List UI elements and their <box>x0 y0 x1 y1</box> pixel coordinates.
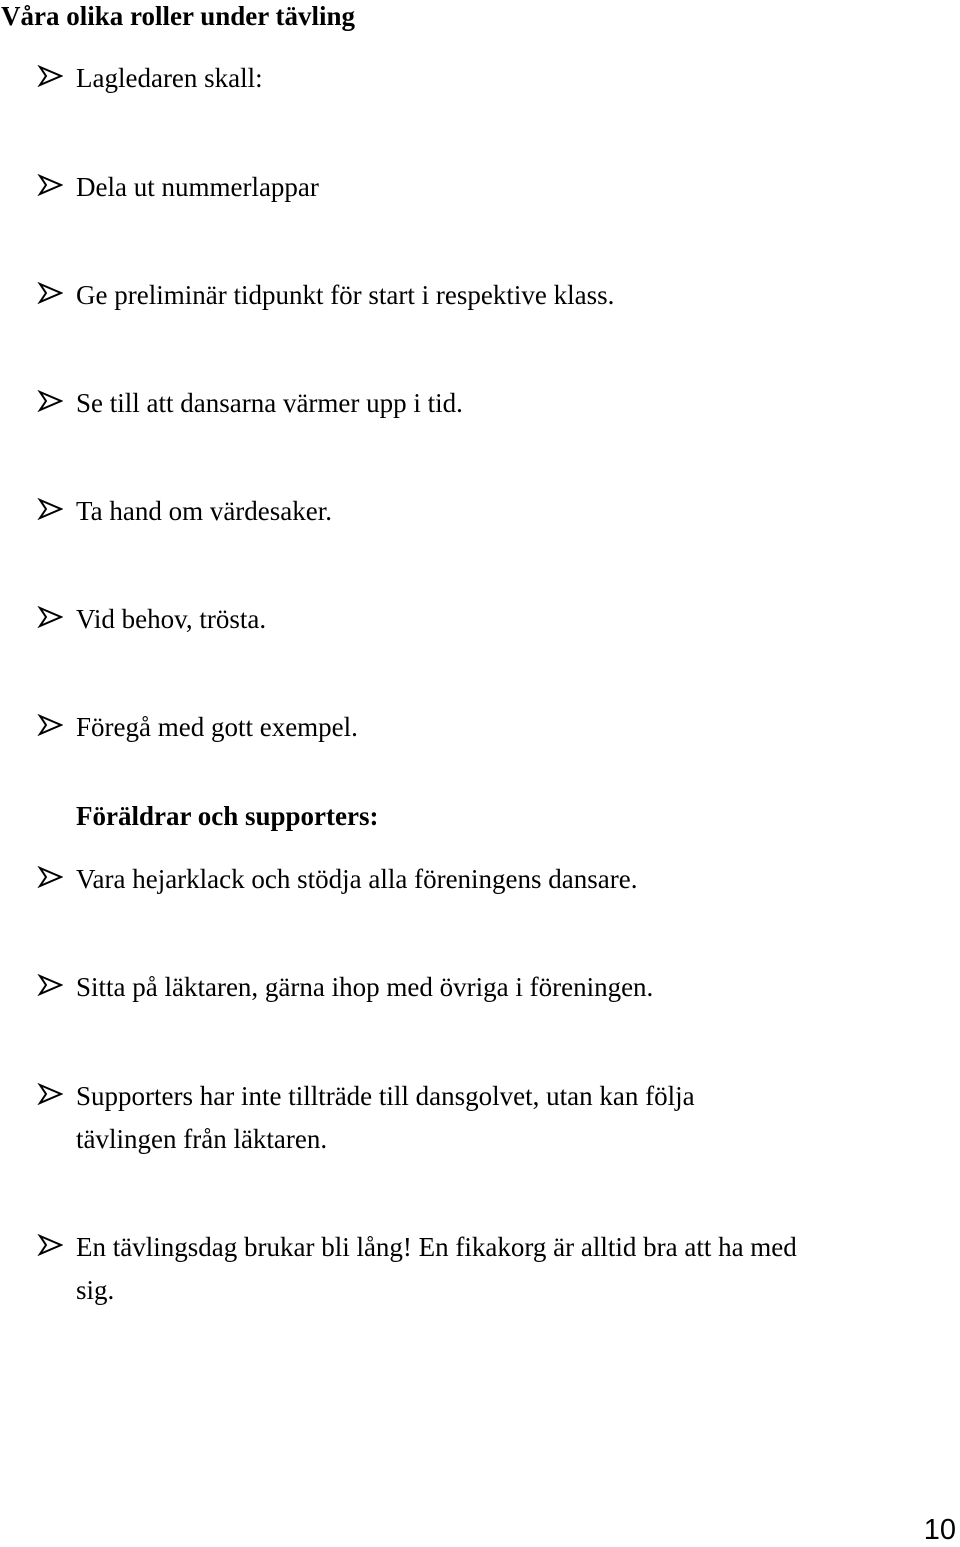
arrowhead-bullet-icon <box>37 714 63 736</box>
list-item-text: Sitta på läktaren, gärna ihop med övriga i föreningen. <box>76 972 654 1002</box>
list-item-text: En tävlingsdag brukar bli lång! En fikakorg är alltid bra att ha med sig. <box>76 1232 797 1305</box>
list-item-text: Föregå med gott exempel. <box>76 712 358 742</box>
arrowhead-bullet-icon <box>37 282 63 304</box>
list-item-text: Supporters har inte tillträde till dansgolvet, utan kan följa tävlingen från läktaren. <box>76 1081 695 1154</box>
arrowhead-bullet-icon <box>37 390 63 412</box>
list-item-text: Dela ut nummerlappar <box>76 172 319 202</box>
arrowhead-bullet-icon <box>37 866 63 888</box>
list-item-text: Ge preliminär tidpunkt för start i respektive klass. <box>76 280 615 310</box>
list-item-text: Vid behov, trösta. <box>76 604 267 634</box>
arrowhead-bullet-icon <box>37 174 63 196</box>
list-item-text: Ta hand om värdesaker. <box>76 496 333 526</box>
list-item-text: Lagledaren skall: <box>76 63 263 93</box>
arrowhead-bullet-icon <box>37 65 63 87</box>
arrowhead-bullet-icon <box>37 1234 63 1256</box>
arrowhead-bullet-icon <box>37 606 63 628</box>
list-item-text: Se till att dansarna värmer upp i tid. <box>76 388 463 418</box>
page-title: Våra olika roller under tävling <box>1 1 356 31</box>
page-number: 10 <box>923 1514 956 1546</box>
section-heading: Föräldrar och supporters: <box>76 801 379 831</box>
arrowhead-bullet-icon <box>37 498 63 520</box>
list-item-text: Vara hejarklack och stödja alla föreningens dansare. <box>76 864 638 894</box>
arrowhead-bullet-icon <box>37 974 63 996</box>
arrowhead-bullet-icon <box>37 1083 63 1105</box>
